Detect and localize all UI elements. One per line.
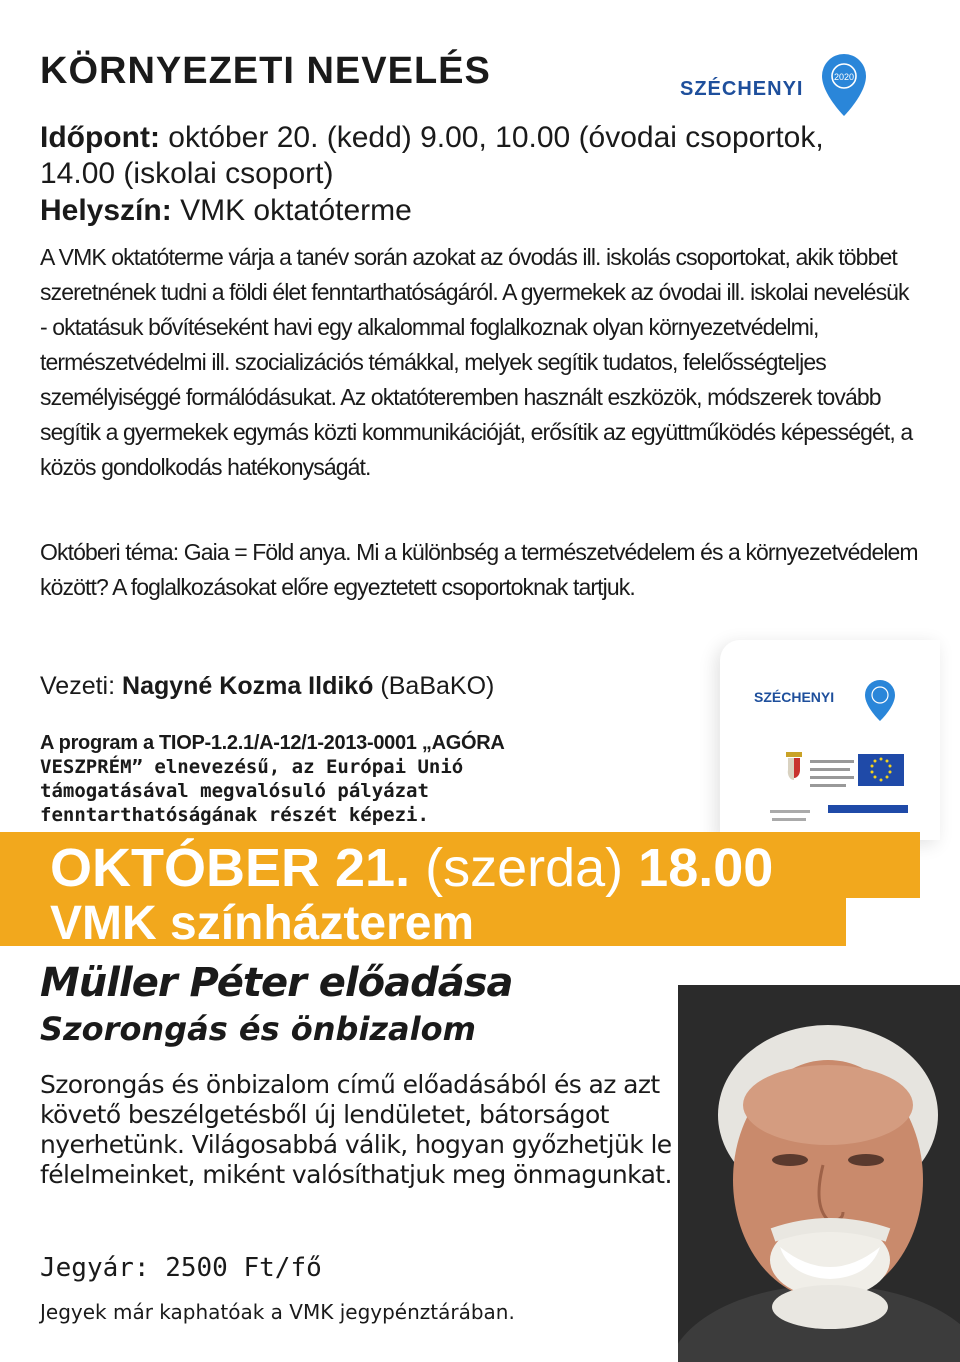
ticket-info: Jegyek már kaphatóak a VMK jegypénztárában. bbox=[40, 1300, 515, 1324]
section-title: KÖRNYEZETI NEVELÉS bbox=[40, 50, 491, 92]
location-pin-icon bbox=[865, 680, 895, 721]
leader-name: Nagyné Kozma Ildikó bbox=[122, 672, 374, 700]
coat-of-arms-icon bbox=[786, 752, 802, 780]
time-value: október 20. (kedd) 9.00, 10.00 (óvodai csoportok, bbox=[168, 121, 824, 154]
eu-flag-icon bbox=[858, 754, 904, 786]
ticket-price: Jegyár: 2500 Ft/fő bbox=[40, 1253, 322, 1283]
topic-paragraph: Októberi téma: Gaia = Föld anya. Mi a különbség a természetvédelem és a környezetvédelem között? A foglalkozásokat előre egyeztetett csoportoknak tartjuk. bbox=[40, 539, 918, 600]
program-note bbox=[40, 731, 630, 827]
leader-nickname: (BaBaKO) bbox=[380, 672, 495, 700]
leader-line bbox=[40, 672, 494, 701]
place-label: Helyszín: bbox=[40, 194, 172, 227]
event-time: 18.00 bbox=[638, 838, 774, 898]
event-venue: VMK színházterem bbox=[50, 897, 475, 950]
program-line: támogatásával megvalósuló pályázat bbox=[40, 780, 429, 802]
logo-year: 2020 bbox=[833, 72, 855, 82]
program-line: VESZPRÉM” elnevezésű, az Európai Unió bbox=[40, 756, 464, 778]
program-line: fenntarthatóságának részét képezi. bbox=[40, 804, 429, 826]
szechenyi-logo bbox=[672, 40, 882, 130]
program-line: A program a TIOP-1.2.1/A-12/1-2013-0001 „AGÓRA bbox=[40, 732, 505, 754]
speaker-photo bbox=[678, 985, 960, 1362]
funding-logo-card bbox=[720, 640, 940, 840]
lecture-description: Szorongás és önbizalom című előadásából és az azt követő beszélgetésből új lendületet, bátorságot nyerhetünk. Világosabbá válik, hogyan győzhetjük le félelmeinket, miként valósíthatjuk meg önmagunkat. bbox=[40, 1070, 672, 1189]
event-datetime bbox=[50, 836, 773, 900]
time-label: Időpont: bbox=[40, 121, 160, 154]
leader-label: Vezeti: bbox=[40, 672, 116, 700]
event-date: OKTÓBER 21. bbox=[50, 838, 411, 898]
time-value-continued: 14.00 (iskolai csoport) bbox=[40, 157, 334, 190]
place-row bbox=[40, 193, 412, 229]
place-value: VMK oktatóterme bbox=[180, 194, 412, 227]
logo-text: SZÉCHENYI bbox=[680, 78, 804, 100]
eu-investment-bar bbox=[828, 805, 908, 813]
lecture-subtitle: Szorongás és önbizalom bbox=[40, 1010, 476, 1048]
card-logo-text: SZÉCHENYI bbox=[754, 689, 835, 705]
event-day: (szerda) bbox=[425, 838, 624, 898]
description-paragraph: A VMK oktatóterme várja a tanév során azokat az óvodás ill. iskolás csoportokat, akik többet szeretnének tudni a földi élet fenntarthatóságáról. A gyermekek az óvodai ill. iskolai nevelésük - oktatásuk bővítéseként havi egy alkalommal foglalkoznak olyan környezetvédelmi, természetvédelmi ill. szocializációs témákkal, melyek segítik tudatos, felelősségteljes személyiséggé formálódásukat. Az oktatóteremben használt eszközök, módszerek tovább segítik a gyermekek egymás közti kommunikációját, erősítik az együttműködés képességét, a közös gondolkodás hatékonyságát. bbox=[40, 244, 913, 480]
lecture-title: Müller Péter előadása bbox=[40, 960, 513, 1006]
